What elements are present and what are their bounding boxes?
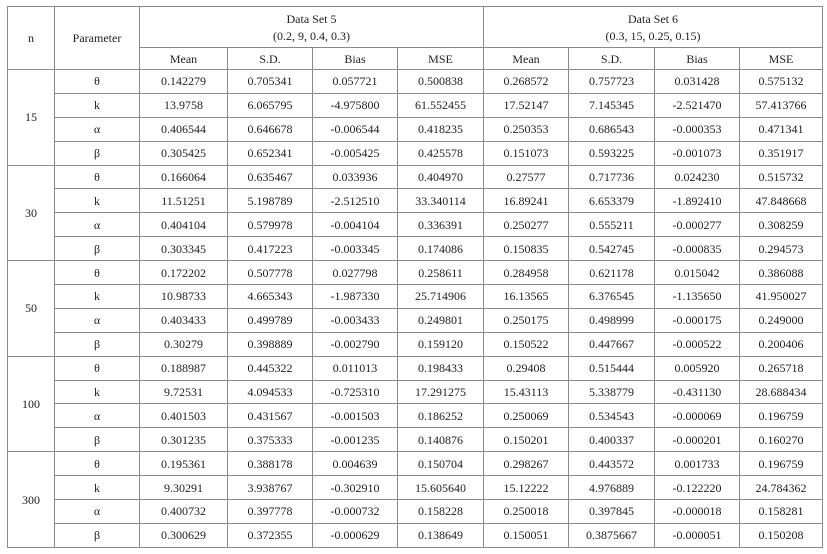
ds6-mse-cell: 0.160270: [740, 428, 823, 452]
parameter-cell: α: [55, 213, 140, 237]
ds6-mse-cell: 0.196759: [740, 404, 823, 428]
ds5-mse-cell: 0.500838: [398, 70, 484, 94]
dataset-6-params: (0.3, 15, 0.25, 0.15): [605, 28, 701, 43]
parameter-cell: α: [55, 404, 140, 428]
ds5-bias-cell: 0.027798: [313, 261, 398, 285]
ds6-mean-cell: 0.298267: [484, 452, 569, 476]
ds5-bias-cell: 0.004639: [313, 452, 398, 476]
parameter-cell: k: [55, 189, 140, 213]
ds6-bias-cell: 0.024230: [655, 165, 740, 189]
sample-size-cell: 100: [8, 356, 55, 452]
ds5-bias-cell: -0.001235: [313, 428, 398, 452]
ds5-mean-cell: 0.30279: [140, 332, 228, 356]
ds5-bias-cell: -0.006544: [313, 117, 398, 141]
ds5-mse-cell: 0.418235: [398, 117, 484, 141]
ds6-bias-cell: -0.000175: [655, 308, 740, 332]
ds5-mse-header: MSE: [398, 48, 484, 70]
ds6-bias-cell: -0.000277: [655, 213, 740, 237]
ds5-mean-header: Mean: [140, 48, 228, 70]
ds6-mse-cell: 0.158281: [740, 500, 823, 524]
dataset-5-title: Data Set 5: [286, 11, 337, 26]
ds5-mean-cell: 0.166064: [140, 165, 228, 189]
ds6-bias-header: Bias: [655, 48, 740, 70]
ds6-sd-cell: 0.534543: [569, 404, 655, 428]
parameter-cell: θ: [55, 452, 140, 476]
ds6-mean-cell: 15.43113: [484, 380, 569, 404]
table-row: [8, 285, 823, 309]
table-row: [8, 141, 823, 165]
ds6-mean-cell: 0.250277: [484, 213, 569, 237]
ds6-sd-cell: 0.3875667: [569, 523, 655, 547]
sample-size-cell: 30: [8, 165, 55, 261]
sample-size-cell: 300: [8, 452, 55, 548]
ds5-sd-cell: 0.372355: [228, 523, 313, 547]
table-row: [8, 261, 823, 285]
ds5-mean-cell: 0.172202: [140, 261, 228, 285]
dataset-6-header: [484, 7, 823, 48]
ds5-sd-cell: 0.652341: [228, 141, 313, 165]
ds5-bias-cell: -0.000629: [313, 523, 398, 547]
ds5-sd-cell: 0.646678: [228, 117, 313, 141]
ds5-mse-cell: 0.249801: [398, 308, 484, 332]
parameter-cell: θ: [55, 165, 140, 189]
ds5-mse-cell: 0.158228: [398, 500, 484, 524]
ds5-bias-cell: 0.033936: [313, 165, 398, 189]
ds5-sd-cell: 4.665343: [228, 285, 313, 309]
table-row: [8, 93, 823, 117]
parameter-cell: β: [55, 141, 140, 165]
ds6-mean-cell: 0.29408: [484, 356, 569, 380]
table-row: [8, 332, 823, 356]
ds5-sd-cell: 0.507778: [228, 261, 313, 285]
ds6-sd-cell: 0.593225: [569, 141, 655, 165]
ds5-mean-cell: 0.404104: [140, 213, 228, 237]
ds5-sd-cell: 0.431567: [228, 404, 313, 428]
ds5-sd-cell: 0.397778: [228, 500, 313, 524]
ds6-sd-cell: 0.686543: [569, 117, 655, 141]
ds6-mean-cell: 16.13565: [484, 285, 569, 309]
ds6-sd-cell: 4.976889: [569, 476, 655, 500]
ds5-mse-cell: 0.425578: [398, 141, 484, 165]
ds5-bias-cell: -0.000732: [313, 500, 398, 524]
ds6-mean-cell: 0.250175: [484, 308, 569, 332]
ds6-bias-cell: -0.001073: [655, 141, 740, 165]
ds6-sd-cell: 0.555211: [569, 213, 655, 237]
ds6-bias-cell: -0.122220: [655, 476, 740, 500]
ds5-bias-header: Bias: [313, 48, 398, 70]
ds6-mean-cell: 0.250018: [484, 500, 569, 524]
ds5-bias-cell: -0.004104: [313, 213, 398, 237]
ds5-sd-cell: 4.094533: [228, 380, 313, 404]
ds6-bias-cell: -2.521470: [655, 93, 740, 117]
ds6-sd-cell: 0.397845: [569, 500, 655, 524]
ds6-sd-cell: 0.400337: [569, 428, 655, 452]
ds5-sd-cell: 0.499789: [228, 308, 313, 332]
ds5-mse-cell: 17.291275: [398, 380, 484, 404]
ds5-mean-cell: 0.195361: [140, 452, 228, 476]
table-row: [8, 500, 823, 524]
ds6-bias-cell: -0.000018: [655, 500, 740, 524]
ds5-mse-cell: 0.159120: [398, 332, 484, 356]
ds5-mean-cell: 0.303345: [140, 237, 228, 261]
ds5-mean-cell: 0.401503: [140, 404, 228, 428]
parameter-cell: β: [55, 523, 140, 547]
parameter-cell: k: [55, 380, 140, 404]
table-row: [8, 213, 823, 237]
ds6-bias-cell: -1.135650: [655, 285, 740, 309]
ds5-mean-cell: 13.9758: [140, 93, 228, 117]
ds5-mse-cell: 61.552455: [398, 93, 484, 117]
ds5-sd-cell: 0.375333: [228, 428, 313, 452]
ds5-mean-cell: 0.400732: [140, 500, 228, 524]
table-row: [8, 117, 823, 141]
ds5-bias-cell: -0.003433: [313, 308, 398, 332]
ds6-bias-cell: -0.431130: [655, 380, 740, 404]
ds5-bias-cell: 0.057721: [313, 70, 398, 94]
ds6-sd-cell: 7.145345: [569, 93, 655, 117]
ds6-mean-cell: 0.150522: [484, 332, 569, 356]
ds6-sd-cell: 0.498999: [569, 308, 655, 332]
parameter-cell: θ: [55, 70, 140, 94]
ds5-mean-cell: 0.301235: [140, 428, 228, 452]
table-row: [8, 428, 823, 452]
parameter-cell: θ: [55, 356, 140, 380]
ds5-mse-cell: 0.174086: [398, 237, 484, 261]
ds6-mse-cell: 0.471341: [740, 117, 823, 141]
parameter-cell: β: [55, 237, 140, 261]
ds6-mse-cell: 0.308259: [740, 213, 823, 237]
ds5-bias-cell: -0.002790: [313, 332, 398, 356]
ds6-bias-cell: -0.000835: [655, 237, 740, 261]
ds6-bias-cell: -0.000522: [655, 332, 740, 356]
dataset-5-params: (0.2, 9, 0.4, 0.3): [273, 28, 350, 43]
ds6-sd-cell: 6.653379: [569, 189, 655, 213]
table-row: [8, 452, 823, 476]
ds6-sd-header: S.D.: [569, 48, 655, 70]
ds6-bias-cell: 0.015042: [655, 261, 740, 285]
parameter-cell: α: [55, 308, 140, 332]
ds6-mse-cell: 0.196759: [740, 452, 823, 476]
ds6-mse-cell: 0.265718: [740, 356, 823, 380]
ds6-mean-cell: 0.150051: [484, 523, 569, 547]
ds5-mse-cell: 0.140876: [398, 428, 484, 452]
ds5-mean-cell: 0.188987: [140, 356, 228, 380]
ds5-bias-cell: -0.725310: [313, 380, 398, 404]
table-row: [8, 70, 823, 94]
ds6-sd-cell: 0.443572: [569, 452, 655, 476]
ds5-sd-cell: 0.635467: [228, 165, 313, 189]
ds6-sd-cell: 0.542745: [569, 237, 655, 261]
ds6-mse-cell: 24.784362: [740, 476, 823, 500]
ds6-sd-cell: 0.515444: [569, 356, 655, 380]
ds6-bias-cell: -0.000051: [655, 523, 740, 547]
ds5-mean-cell: 10.98733: [140, 285, 228, 309]
ds6-sd-cell: 0.757723: [569, 70, 655, 94]
ds6-mse-cell: 0.200406: [740, 332, 823, 356]
ds5-sd-cell: 0.388178: [228, 452, 313, 476]
ds5-mean-cell: 0.305425: [140, 141, 228, 165]
table-row: [8, 523, 823, 547]
ds6-mse-cell: 0.294573: [740, 237, 823, 261]
table-row: [8, 237, 823, 261]
ds5-sd-cell: 6.065795: [228, 93, 313, 117]
ds6-mse-cell: 0.515732: [740, 165, 823, 189]
ds5-sd-header: S.D.: [228, 48, 313, 70]
ds6-sd-cell: 0.447667: [569, 332, 655, 356]
ds5-mean-cell: 9.30291: [140, 476, 228, 500]
simulation-results-table: [7, 6, 823, 548]
ds6-mean-cell: 0.150201: [484, 428, 569, 452]
ds6-mse-cell: 47.848668: [740, 189, 823, 213]
table-row: [8, 308, 823, 332]
parameter-cell: θ: [55, 261, 140, 285]
parameter-cell: β: [55, 428, 140, 452]
ds6-bias-cell: 0.001733: [655, 452, 740, 476]
ds5-mse-cell: 15.605640: [398, 476, 484, 500]
parameter-cell: α: [55, 500, 140, 524]
table-row: [8, 476, 823, 500]
table-row: [8, 380, 823, 404]
ds5-mean-cell: 0.300629: [140, 523, 228, 547]
ds6-bias-cell: -1.892410: [655, 189, 740, 213]
ds5-mse-cell: 0.404970: [398, 165, 484, 189]
table-row: [8, 356, 823, 380]
ds6-mse-cell: 41.950027: [740, 285, 823, 309]
ds5-bias-cell: -0.003345: [313, 237, 398, 261]
ds6-mean-cell: 0.151073: [484, 141, 569, 165]
ds6-mse-cell: 0.351917: [740, 141, 823, 165]
ds6-bias-cell: -0.000353: [655, 117, 740, 141]
ds5-bias-cell: -1.987330: [313, 285, 398, 309]
ds5-mse-cell: 0.138649: [398, 523, 484, 547]
ds6-sd-cell: 5.338779: [569, 380, 655, 404]
ds5-mean-cell: 11.51251: [140, 189, 228, 213]
ds5-mse-cell: 0.186252: [398, 404, 484, 428]
ds6-bias-cell: -0.000201: [655, 428, 740, 452]
ds6-mean-cell: 0.284958: [484, 261, 569, 285]
ds5-sd-cell: 0.445322: [228, 356, 313, 380]
ds6-mse-cell: 0.575132: [740, 70, 823, 94]
ds6-sd-cell: 6.376545: [569, 285, 655, 309]
ds6-mse-cell: 0.150208: [740, 523, 823, 547]
ds5-bias-cell: 0.011013: [313, 356, 398, 380]
ds5-sd-cell: 0.579978: [228, 213, 313, 237]
ds5-sd-cell: 0.705341: [228, 70, 313, 94]
table-row: [8, 189, 823, 213]
ds6-mean-cell: 0.268572: [484, 70, 569, 94]
ds5-sd-cell: 3.938767: [228, 476, 313, 500]
ds5-sd-cell: 0.417223: [228, 237, 313, 261]
ds6-mean-cell: 0.27577: [484, 165, 569, 189]
ds5-mean-cell: 0.403433: [140, 308, 228, 332]
ds5-sd-cell: 0.398889: [228, 332, 313, 356]
ds6-mse-cell: 0.386088: [740, 261, 823, 285]
table-row: [8, 404, 823, 428]
table-body: [8, 70, 823, 548]
header-row-datasets: [8, 7, 823, 48]
ds5-mean-cell: 0.142279: [140, 70, 228, 94]
ds5-mean-cell: 0.406544: [140, 117, 228, 141]
dataset-5-header: [140, 7, 484, 48]
ds6-bias-cell: 0.031428: [655, 70, 740, 94]
parameter-cell: k: [55, 285, 140, 309]
ds6-mse-cell: 28.688434: [740, 380, 823, 404]
ds5-mse-cell: 0.198433: [398, 356, 484, 380]
ds5-bias-cell: -2.512510: [313, 189, 398, 213]
ds5-bias-cell: -0.005425: [313, 141, 398, 165]
parameter-cell: β: [55, 332, 140, 356]
ds5-bias-cell: -0.302910: [313, 476, 398, 500]
ds5-bias-cell: -4.975800: [313, 93, 398, 117]
sample-size-cell: 50: [8, 261, 55, 357]
ds5-mse-cell: 33.340114: [398, 189, 484, 213]
ds6-mean-cell: 16.89241: [484, 189, 569, 213]
parameter-column-header: Parameter: [55, 7, 140, 70]
sample-size-cell: 15: [8, 70, 55, 166]
ds5-mse-cell: 0.150704: [398, 452, 484, 476]
ds5-mean-cell: 9.72531: [140, 380, 228, 404]
ds5-sd-cell: 5.198789: [228, 189, 313, 213]
ds5-bias-cell: -0.001503: [313, 404, 398, 428]
ds5-mse-cell: 0.258611: [398, 261, 484, 285]
dataset-6-title: Data Set 6: [628, 11, 678, 26]
ds6-mean-cell: 0.250353: [484, 117, 569, 141]
ds6-mean-cell: 0.250069: [484, 404, 569, 428]
ds6-bias-cell: -0.000069: [655, 404, 740, 428]
parameter-cell: k: [55, 93, 140, 117]
ds6-mse-header: MSE: [740, 48, 823, 70]
ds6-mse-cell: 0.249000: [740, 308, 823, 332]
parameter-cell: k: [55, 476, 140, 500]
ds6-mean-cell: 15.12222: [484, 476, 569, 500]
ds6-mean-header: Mean: [484, 48, 569, 70]
table-row: [8, 165, 823, 189]
ds5-mse-cell: 25.714906: [398, 285, 484, 309]
ds6-sd-cell: 0.621178: [569, 261, 655, 285]
ds6-mse-cell: 57.413766: [740, 93, 823, 117]
ds6-mean-cell: 0.150835: [484, 237, 569, 261]
ds6-bias-cell: 0.005920: [655, 356, 740, 380]
ds5-mse-cell: 0.336391: [398, 213, 484, 237]
n-column-header: n: [8, 7, 55, 70]
ds6-sd-cell: 0.717736: [569, 165, 655, 189]
ds6-mean-cell: 17.52147: [484, 93, 569, 117]
parameter-cell: α: [55, 117, 140, 141]
